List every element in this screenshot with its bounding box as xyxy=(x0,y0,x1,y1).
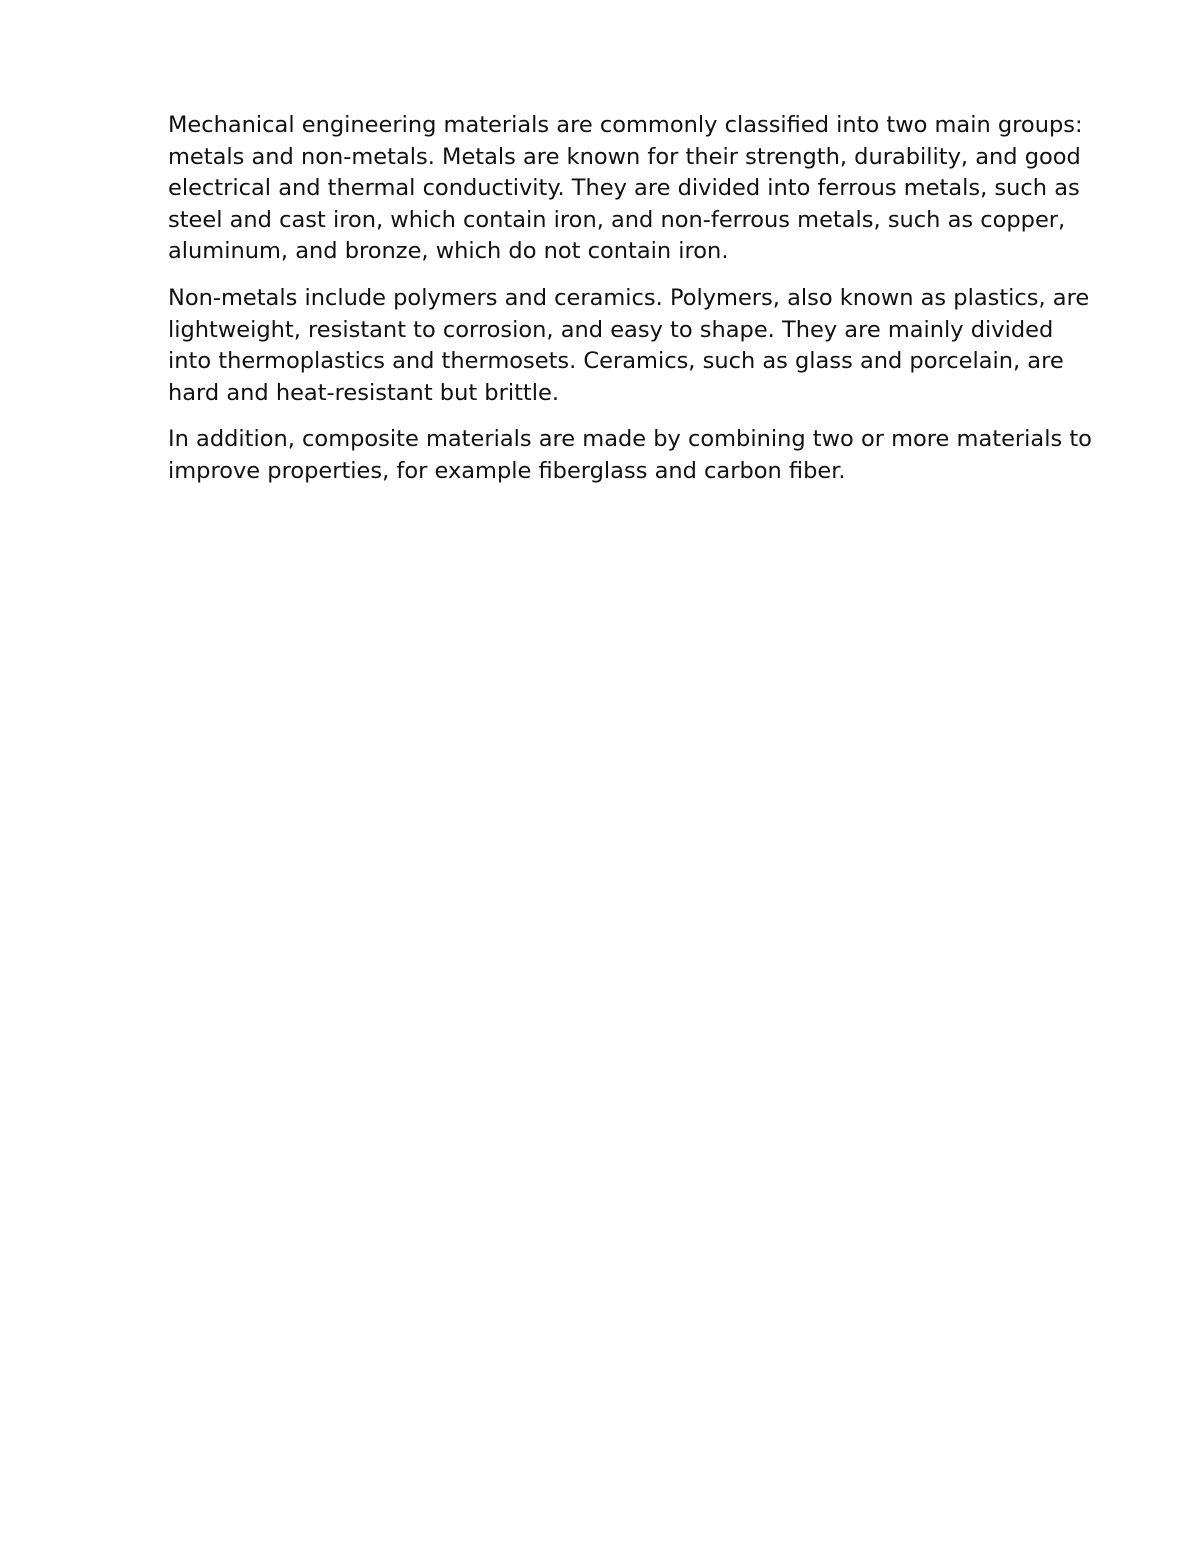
paragraph-metals: Mechanical engineering materials are commonly classified into two main groups: metals and non-metals. Metals are known for their strength, durability, and good electrical and thermal conductivity. They are divided into ferrous metals, such as steel and cast iron, which contain iron, and non-ferrous metals, such as copper, aluminum, and bronze, which do not contain iron. xyxy=(168,112,1083,265)
paragraph-non-metals: Non-metals include polymers and ceramics. Polymers, also known as plastics, are lightweight, resistant to corrosion, and easy to shape. They are mainly divided into thermoplastics and thermosets. Ceramics, such as glass and porcelain, are hard and heat-resistant but brittle. xyxy=(168,284,1090,406)
document-body xyxy=(168,110,1098,503)
paragraph-composites: In addition, composite materials are made by combining two or more materials to improve properties, for example fiberglass and carbon fiber. xyxy=(168,426,1092,484)
